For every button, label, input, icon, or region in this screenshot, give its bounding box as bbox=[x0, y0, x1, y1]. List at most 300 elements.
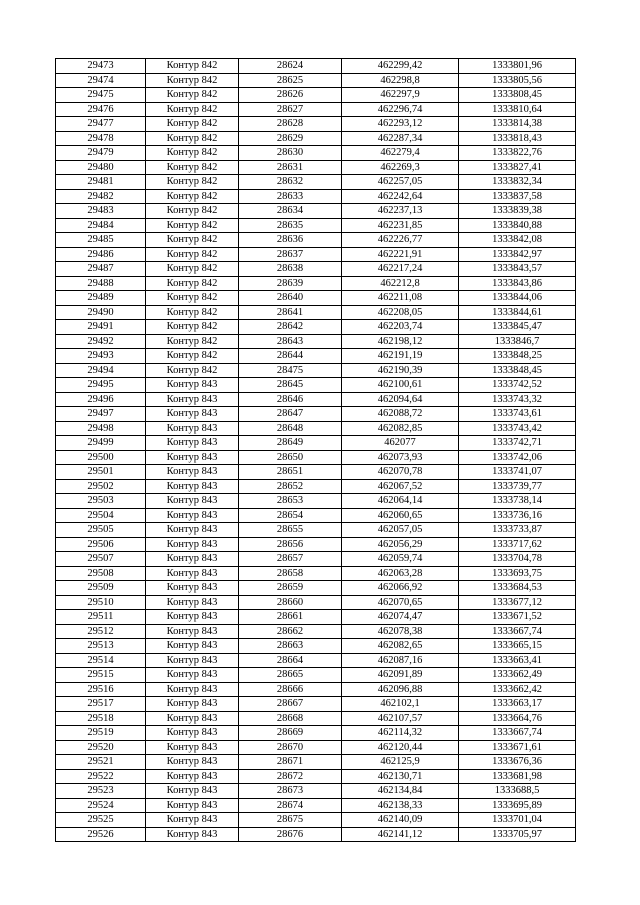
contour-name-cell: Контур 842 bbox=[146, 218, 239, 233]
coordinates-table bbox=[55, 58, 576, 842]
x-coordinate-cell: 462190,39 bbox=[342, 363, 459, 378]
table-row bbox=[56, 305, 576, 320]
point-number-cell: 29481 bbox=[56, 175, 146, 190]
y-coordinate-cell: 1333801,96 bbox=[459, 59, 576, 74]
x-coordinate-cell: 462140,09 bbox=[342, 813, 459, 828]
contour-name-cell: Контур 842 bbox=[146, 204, 239, 219]
table-row bbox=[56, 276, 576, 291]
contour-name-cell: Контур 842 bbox=[146, 59, 239, 74]
x-coordinate-cell: 462082,85 bbox=[342, 421, 459, 436]
x-coordinate-cell: 462070,65 bbox=[342, 595, 459, 610]
table-row bbox=[56, 363, 576, 378]
contour-name-cell: Контур 843 bbox=[146, 668, 239, 683]
contour-name-cell: Контур 842 bbox=[146, 334, 239, 349]
y-coordinate-cell: 1333663,41 bbox=[459, 653, 576, 668]
table-row bbox=[56, 102, 576, 117]
x-coordinate-cell: 462296,74 bbox=[342, 102, 459, 117]
table-row bbox=[56, 436, 576, 451]
table-row bbox=[56, 450, 576, 465]
x-coordinate-cell: 462114,32 bbox=[342, 726, 459, 741]
vertex-number-cell: 28668 bbox=[239, 711, 342, 726]
point-number-cell: 29498 bbox=[56, 421, 146, 436]
contour-name-cell: Контур 842 bbox=[146, 247, 239, 262]
y-coordinate-cell: 1333846,7 bbox=[459, 334, 576, 349]
y-coordinate-cell: 1333704,78 bbox=[459, 552, 576, 567]
vertex-number-cell: 28648 bbox=[239, 421, 342, 436]
contour-name-cell: Контур 843 bbox=[146, 392, 239, 407]
contour-name-cell: Контур 842 bbox=[146, 305, 239, 320]
vertex-number-cell: 28645 bbox=[239, 378, 342, 393]
x-coordinate-cell: 462242,64 bbox=[342, 189, 459, 204]
x-coordinate-cell: 462082,65 bbox=[342, 639, 459, 654]
y-coordinate-cell: 1333695,89 bbox=[459, 798, 576, 813]
contour-name-cell: Контур 843 bbox=[146, 798, 239, 813]
x-coordinate-cell: 462100,61 bbox=[342, 378, 459, 393]
x-coordinate-cell: 462125,9 bbox=[342, 755, 459, 770]
y-coordinate-cell: 1333663,17 bbox=[459, 697, 576, 712]
point-number-cell: 29478 bbox=[56, 131, 146, 146]
table-row bbox=[56, 653, 576, 668]
x-coordinate-cell: 462056,29 bbox=[342, 537, 459, 552]
table-row bbox=[56, 233, 576, 248]
point-number-cell: 29492 bbox=[56, 334, 146, 349]
vertex-number-cell: 28647 bbox=[239, 407, 342, 422]
table-row bbox=[56, 566, 576, 581]
contour-name-cell: Контур 843 bbox=[146, 827, 239, 842]
table-row bbox=[56, 204, 576, 219]
table-row bbox=[56, 334, 576, 349]
y-coordinate-cell: 1333832,34 bbox=[459, 175, 576, 190]
point-number-cell: 29474 bbox=[56, 73, 146, 88]
vertex-number-cell: 28671 bbox=[239, 755, 342, 770]
x-coordinate-cell: 462067,52 bbox=[342, 479, 459, 494]
y-coordinate-cell: 1333688,5 bbox=[459, 784, 576, 799]
table-row bbox=[56, 755, 576, 770]
point-number-cell: 29515 bbox=[56, 668, 146, 683]
point-number-cell: 29500 bbox=[56, 450, 146, 465]
point-number-cell: 29502 bbox=[56, 479, 146, 494]
x-coordinate-cell: 462064,14 bbox=[342, 494, 459, 509]
point-number-cell: 29479 bbox=[56, 146, 146, 161]
table-row bbox=[56, 740, 576, 755]
point-number-cell: 29517 bbox=[56, 697, 146, 712]
x-coordinate-cell: 462091,89 bbox=[342, 668, 459, 683]
contour-name-cell: Контур 843 bbox=[146, 610, 239, 625]
point-number-cell: 29489 bbox=[56, 291, 146, 306]
contour-name-cell: Контур 842 bbox=[146, 117, 239, 132]
y-coordinate-cell: 1333840,88 bbox=[459, 218, 576, 233]
table-row bbox=[56, 189, 576, 204]
vertex-number-cell: 28673 bbox=[239, 784, 342, 799]
table-row bbox=[56, 508, 576, 523]
table-row bbox=[56, 146, 576, 161]
y-coordinate-cell: 1333843,57 bbox=[459, 262, 576, 277]
y-coordinate-cell: 1333671,52 bbox=[459, 610, 576, 625]
y-coordinate-cell: 1333717,62 bbox=[459, 537, 576, 552]
x-coordinate-cell: 462297,9 bbox=[342, 88, 459, 103]
vertex-number-cell: 28633 bbox=[239, 189, 342, 204]
table-row bbox=[56, 73, 576, 88]
y-coordinate-cell: 1333844,06 bbox=[459, 291, 576, 306]
table-row bbox=[56, 682, 576, 697]
vertex-number-cell: 28663 bbox=[239, 639, 342, 654]
point-number-cell: 29477 bbox=[56, 117, 146, 132]
table-row bbox=[56, 784, 576, 799]
vertex-number-cell: 28656 bbox=[239, 537, 342, 552]
table-row bbox=[56, 88, 576, 103]
contour-name-cell: Контур 843 bbox=[146, 813, 239, 828]
table-row bbox=[56, 378, 576, 393]
point-number-cell: 29520 bbox=[56, 740, 146, 755]
document-page bbox=[55, 58, 575, 842]
point-number-cell: 29482 bbox=[56, 189, 146, 204]
y-coordinate-cell: 1333810,64 bbox=[459, 102, 576, 117]
y-coordinate-cell: 1333743,42 bbox=[459, 421, 576, 436]
point-number-cell: 29521 bbox=[56, 755, 146, 770]
table-row bbox=[56, 813, 576, 828]
point-number-cell: 29516 bbox=[56, 682, 146, 697]
contour-name-cell: Контур 843 bbox=[146, 421, 239, 436]
point-number-cell: 29505 bbox=[56, 523, 146, 538]
contour-name-cell: Контур 843 bbox=[146, 436, 239, 451]
contour-name-cell: Контур 843 bbox=[146, 465, 239, 480]
table-row bbox=[56, 465, 576, 480]
vertex-number-cell: 28659 bbox=[239, 581, 342, 596]
x-coordinate-cell: 462293,12 bbox=[342, 117, 459, 132]
point-number-cell: 29506 bbox=[56, 537, 146, 552]
x-coordinate-cell: 462066,92 bbox=[342, 581, 459, 596]
point-number-cell: 29488 bbox=[56, 276, 146, 291]
table-row bbox=[56, 407, 576, 422]
vertex-number-cell: 28651 bbox=[239, 465, 342, 480]
table-row bbox=[56, 581, 576, 596]
vertex-number-cell: 28646 bbox=[239, 392, 342, 407]
contour-name-cell: Контур 842 bbox=[146, 73, 239, 88]
y-coordinate-cell: 1333842,97 bbox=[459, 247, 576, 262]
y-coordinate-cell: 1333677,12 bbox=[459, 595, 576, 610]
vertex-number-cell: 28624 bbox=[239, 59, 342, 74]
vertex-number-cell: 28636 bbox=[239, 233, 342, 248]
table-row bbox=[56, 711, 576, 726]
point-number-cell: 29476 bbox=[56, 102, 146, 117]
table-row bbox=[56, 827, 576, 842]
point-number-cell: 29495 bbox=[56, 378, 146, 393]
contour-name-cell: Контур 843 bbox=[146, 784, 239, 799]
contour-name-cell: Контур 843 bbox=[146, 624, 239, 639]
x-coordinate-cell: 462208,05 bbox=[342, 305, 459, 320]
point-number-cell: 29499 bbox=[56, 436, 146, 451]
x-coordinate-cell: 462070,78 bbox=[342, 465, 459, 480]
vertex-number-cell: 28638 bbox=[239, 262, 342, 277]
x-coordinate-cell: 462211,08 bbox=[342, 291, 459, 306]
x-coordinate-cell: 462203,74 bbox=[342, 320, 459, 335]
vertex-number-cell: 28637 bbox=[239, 247, 342, 262]
y-coordinate-cell: 1333733,87 bbox=[459, 523, 576, 538]
point-number-cell: 29523 bbox=[56, 784, 146, 799]
point-number-cell: 29512 bbox=[56, 624, 146, 639]
table-row bbox=[56, 291, 576, 306]
y-coordinate-cell: 1333842,08 bbox=[459, 233, 576, 248]
y-coordinate-cell: 1333676,36 bbox=[459, 755, 576, 770]
contour-name-cell: Контур 843 bbox=[146, 537, 239, 552]
point-number-cell: 29491 bbox=[56, 320, 146, 335]
contour-name-cell: Контур 843 bbox=[146, 595, 239, 610]
x-coordinate-cell: 462060,65 bbox=[342, 508, 459, 523]
table-row bbox=[56, 218, 576, 233]
point-number-cell: 29475 bbox=[56, 88, 146, 103]
y-coordinate-cell: 1333701,04 bbox=[459, 813, 576, 828]
vertex-number-cell: 28641 bbox=[239, 305, 342, 320]
y-coordinate-cell: 1333743,61 bbox=[459, 407, 576, 422]
contour-name-cell: Контур 843 bbox=[146, 726, 239, 741]
y-coordinate-cell: 1333667,74 bbox=[459, 726, 576, 741]
point-number-cell: 29490 bbox=[56, 305, 146, 320]
x-coordinate-cell: 462078,38 bbox=[342, 624, 459, 639]
y-coordinate-cell: 1333818,43 bbox=[459, 131, 576, 146]
y-coordinate-cell: 1333837,58 bbox=[459, 189, 576, 204]
table-row bbox=[56, 320, 576, 335]
x-coordinate-cell: 462226,77 bbox=[342, 233, 459, 248]
table-row bbox=[56, 610, 576, 625]
point-number-cell: 29497 bbox=[56, 407, 146, 422]
vertex-number-cell: 28676 bbox=[239, 827, 342, 842]
vertex-number-cell: 28661 bbox=[239, 610, 342, 625]
y-coordinate-cell: 1333705,97 bbox=[459, 827, 576, 842]
x-coordinate-cell: 462096,88 bbox=[342, 682, 459, 697]
vertex-number-cell: 28672 bbox=[239, 769, 342, 784]
table-row bbox=[56, 639, 576, 654]
point-number-cell: 29507 bbox=[56, 552, 146, 567]
point-number-cell: 29485 bbox=[56, 233, 146, 248]
vertex-number-cell: 28665 bbox=[239, 668, 342, 683]
x-coordinate-cell: 462212,8 bbox=[342, 276, 459, 291]
contour-name-cell: Контур 842 bbox=[146, 88, 239, 103]
x-coordinate-cell: 462217,24 bbox=[342, 262, 459, 277]
contour-name-cell: Контур 843 bbox=[146, 653, 239, 668]
contour-name-cell: Контур 843 bbox=[146, 769, 239, 784]
point-number-cell: 29494 bbox=[56, 363, 146, 378]
contour-name-cell: Контур 842 bbox=[146, 320, 239, 335]
contour-name-cell: Контур 843 bbox=[146, 697, 239, 712]
point-number-cell: 29525 bbox=[56, 813, 146, 828]
contour-name-cell: Контур 843 bbox=[146, 407, 239, 422]
x-coordinate-cell: 462287,34 bbox=[342, 131, 459, 146]
point-number-cell: 29514 bbox=[56, 653, 146, 668]
table-row bbox=[56, 421, 576, 436]
vertex-number-cell: 28653 bbox=[239, 494, 342, 509]
point-number-cell: 29518 bbox=[56, 711, 146, 726]
y-coordinate-cell: 1333664,76 bbox=[459, 711, 576, 726]
contour-name-cell: Контур 842 bbox=[146, 349, 239, 364]
point-number-cell: 29487 bbox=[56, 262, 146, 277]
contour-name-cell: Контур 842 bbox=[146, 291, 239, 306]
y-coordinate-cell: 1333742,52 bbox=[459, 378, 576, 393]
y-coordinate-cell: 1333814,38 bbox=[459, 117, 576, 132]
table-row bbox=[56, 131, 576, 146]
y-coordinate-cell: 1333665,15 bbox=[459, 639, 576, 654]
x-coordinate-cell: 462087,16 bbox=[342, 653, 459, 668]
vertex-number-cell: 28657 bbox=[239, 552, 342, 567]
vertex-number-cell: 28634 bbox=[239, 204, 342, 219]
contour-name-cell: Контур 842 bbox=[146, 233, 239, 248]
contour-name-cell: Контур 843 bbox=[146, 639, 239, 654]
point-number-cell: 29524 bbox=[56, 798, 146, 813]
vertex-number-cell: 28632 bbox=[239, 175, 342, 190]
y-coordinate-cell: 1333742,06 bbox=[459, 450, 576, 465]
point-number-cell: 29473 bbox=[56, 59, 146, 74]
y-coordinate-cell: 1333742,71 bbox=[459, 436, 576, 451]
point-number-cell: 29480 bbox=[56, 160, 146, 175]
y-coordinate-cell: 1333843,86 bbox=[459, 276, 576, 291]
contour-name-cell: Контур 843 bbox=[146, 479, 239, 494]
vertex-number-cell: 28628 bbox=[239, 117, 342, 132]
x-coordinate-cell: 462134,84 bbox=[342, 784, 459, 799]
y-coordinate-cell: 1333738,14 bbox=[459, 494, 576, 509]
contour-name-cell: Контур 843 bbox=[146, 552, 239, 567]
y-coordinate-cell: 1333671,61 bbox=[459, 740, 576, 755]
y-coordinate-cell: 1333844,61 bbox=[459, 305, 576, 320]
table-row bbox=[56, 552, 576, 567]
table-row bbox=[56, 479, 576, 494]
x-coordinate-cell: 462279,4 bbox=[342, 146, 459, 161]
vertex-number-cell: 28654 bbox=[239, 508, 342, 523]
table-row bbox=[56, 494, 576, 509]
table-row bbox=[56, 117, 576, 132]
contour-name-cell: Контур 843 bbox=[146, 711, 239, 726]
point-number-cell: 29511 bbox=[56, 610, 146, 625]
x-coordinate-cell: 462257,05 bbox=[342, 175, 459, 190]
y-coordinate-cell: 1333736,16 bbox=[459, 508, 576, 523]
vertex-number-cell: 28675 bbox=[239, 813, 342, 828]
table-row bbox=[56, 523, 576, 538]
y-coordinate-cell: 1333808,45 bbox=[459, 88, 576, 103]
point-number-cell: 29510 bbox=[56, 595, 146, 610]
contour-name-cell: Контур 843 bbox=[146, 581, 239, 596]
contour-name-cell: Контур 843 bbox=[146, 755, 239, 770]
y-coordinate-cell: 1333743,32 bbox=[459, 392, 576, 407]
y-coordinate-cell: 1333662,49 bbox=[459, 668, 576, 683]
x-coordinate-cell: 462107,57 bbox=[342, 711, 459, 726]
contour-name-cell: Контур 843 bbox=[146, 378, 239, 393]
y-coordinate-cell: 1333684,53 bbox=[459, 581, 576, 596]
point-number-cell: 29484 bbox=[56, 218, 146, 233]
x-coordinate-cell: 462141,12 bbox=[342, 827, 459, 842]
x-coordinate-cell: 462138,33 bbox=[342, 798, 459, 813]
y-coordinate-cell: 1333805,56 bbox=[459, 73, 576, 88]
x-coordinate-cell: 462077 bbox=[342, 436, 459, 451]
x-coordinate-cell: 462059,74 bbox=[342, 552, 459, 567]
x-coordinate-cell: 462231,85 bbox=[342, 218, 459, 233]
y-coordinate-cell: 1333845,47 bbox=[459, 320, 576, 335]
x-coordinate-cell: 462088,72 bbox=[342, 407, 459, 422]
vertex-number-cell: 28626 bbox=[239, 88, 342, 103]
vertex-number-cell: 28629 bbox=[239, 131, 342, 146]
contour-name-cell: Контур 843 bbox=[146, 450, 239, 465]
vertex-number-cell: 28635 bbox=[239, 218, 342, 233]
x-coordinate-cell: 462221,91 bbox=[342, 247, 459, 262]
contour-name-cell: Контур 843 bbox=[146, 682, 239, 697]
contour-name-cell: Контур 842 bbox=[146, 160, 239, 175]
point-number-cell: 29483 bbox=[56, 204, 146, 219]
x-coordinate-cell: 462094,64 bbox=[342, 392, 459, 407]
point-number-cell: 29522 bbox=[56, 769, 146, 784]
y-coordinate-cell: 1333741,07 bbox=[459, 465, 576, 480]
vertex-number-cell: 28627 bbox=[239, 102, 342, 117]
x-coordinate-cell: 462063,28 bbox=[342, 566, 459, 581]
point-number-cell: 29519 bbox=[56, 726, 146, 741]
vertex-number-cell: 28475 bbox=[239, 363, 342, 378]
y-coordinate-cell: 1333662,42 bbox=[459, 682, 576, 697]
contour-name-cell: Контур 842 bbox=[146, 189, 239, 204]
x-coordinate-cell: 462198,12 bbox=[342, 334, 459, 349]
point-number-cell: 29508 bbox=[56, 566, 146, 581]
x-coordinate-cell: 462269,3 bbox=[342, 160, 459, 175]
table-row bbox=[56, 624, 576, 639]
coordinates-table-body bbox=[56, 59, 576, 842]
point-number-cell: 29509 bbox=[56, 581, 146, 596]
y-coordinate-cell: 1333822,76 bbox=[459, 146, 576, 161]
contour-name-cell: Контур 843 bbox=[146, 508, 239, 523]
point-number-cell: 29496 bbox=[56, 392, 146, 407]
point-number-cell: 29526 bbox=[56, 827, 146, 842]
y-coordinate-cell: 1333667,74 bbox=[459, 624, 576, 639]
x-coordinate-cell: 462073,93 bbox=[342, 450, 459, 465]
contour-name-cell: Контур 842 bbox=[146, 175, 239, 190]
contour-name-cell: Контур 842 bbox=[146, 262, 239, 277]
y-coordinate-cell: 1333681,98 bbox=[459, 769, 576, 784]
x-coordinate-cell: 462120,44 bbox=[342, 740, 459, 755]
y-coordinate-cell: 1333827,41 bbox=[459, 160, 576, 175]
x-coordinate-cell: 462102,1 bbox=[342, 697, 459, 712]
vertex-number-cell: 28667 bbox=[239, 697, 342, 712]
vertex-number-cell: 28650 bbox=[239, 450, 342, 465]
contour-name-cell: Контур 842 bbox=[146, 363, 239, 378]
point-number-cell: 29504 bbox=[56, 508, 146, 523]
table-row bbox=[56, 595, 576, 610]
y-coordinate-cell: 1333839,38 bbox=[459, 204, 576, 219]
table-row bbox=[56, 262, 576, 277]
vertex-number-cell: 28655 bbox=[239, 523, 342, 538]
x-coordinate-cell: 462057,05 bbox=[342, 523, 459, 538]
contour-name-cell: Контур 842 bbox=[146, 146, 239, 161]
vertex-number-cell: 28664 bbox=[239, 653, 342, 668]
vertex-number-cell: 28630 bbox=[239, 146, 342, 161]
y-coordinate-cell: 1333693,75 bbox=[459, 566, 576, 581]
contour-name-cell: Контур 842 bbox=[146, 102, 239, 117]
table-row bbox=[56, 769, 576, 784]
contour-name-cell: Контур 843 bbox=[146, 740, 239, 755]
vertex-number-cell: 28639 bbox=[239, 276, 342, 291]
vertex-number-cell: 28625 bbox=[239, 73, 342, 88]
vertex-number-cell: 28644 bbox=[239, 349, 342, 364]
table-row bbox=[56, 160, 576, 175]
point-number-cell: 29486 bbox=[56, 247, 146, 262]
table-row bbox=[56, 537, 576, 552]
vertex-number-cell: 28658 bbox=[239, 566, 342, 581]
vertex-number-cell: 28649 bbox=[239, 436, 342, 451]
point-number-cell: 29493 bbox=[56, 349, 146, 364]
x-coordinate-cell: 462237,13 bbox=[342, 204, 459, 219]
x-coordinate-cell: 462299,42 bbox=[342, 59, 459, 74]
table-row bbox=[56, 175, 576, 190]
table-row bbox=[56, 392, 576, 407]
point-number-cell: 29513 bbox=[56, 639, 146, 654]
vertex-number-cell: 28670 bbox=[239, 740, 342, 755]
y-coordinate-cell: 1333739,77 bbox=[459, 479, 576, 494]
vertex-number-cell: 28640 bbox=[239, 291, 342, 306]
contour-name-cell: Контур 843 bbox=[146, 494, 239, 509]
contour-name-cell: Контур 843 bbox=[146, 566, 239, 581]
